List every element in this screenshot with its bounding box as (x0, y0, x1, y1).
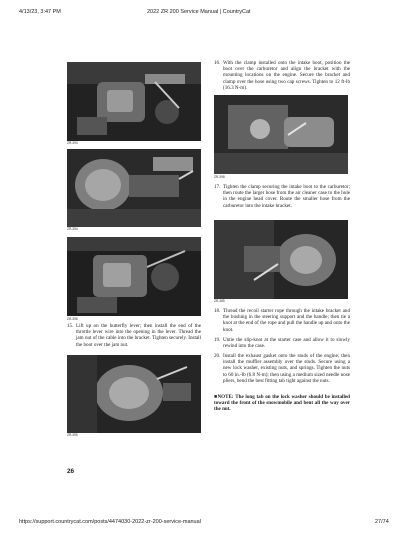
step-text: Untie the slip-knot at the starter case and allow it to slowly rewind into the case. (223, 337, 350, 350)
step-17 (214, 184, 350, 209)
print-page-title: 2022 ZR 200 Service Manual | CountryCat (147, 9, 251, 15)
step-18 (214, 308, 350, 333)
figure-caption: ZR-398 (214, 175, 225, 179)
step-19 (214, 337, 350, 349)
print-url: https://support.countrycat.com/posts/4474030-2022-zr-200-service-manual (19, 519, 201, 525)
figure-caption: ZR-394 (67, 227, 78, 231)
step-number: 17. (214, 184, 221, 190)
note-text: The long tab on the lock washer should be installed toward the front of the snowmobile and bent all the way over the nut. (214, 394, 350, 413)
step-text: Thread the recoil starter rope through the intake bracket and the bushing in the steering support and the handle; then tie a knot at the end of the rope and pull the handle up and onto the knot. (223, 308, 350, 333)
print-page-indicator: 27/74 (375, 519, 389, 525)
step-text: Install the exhaust gasket onto the studs of the engine; then install the muffler assembly over the studs. Secure using a new lock washer, existing nuts, and springs. Tighten the nuts to 60 in.-lb (6.8 N-m); then using a medium sized needle nose pliers, bend the best fitting tab tight against the nuts. (223, 353, 350, 384)
figure-caption: ZR-396 (67, 317, 78, 321)
step-number: 16. (214, 60, 221, 66)
step-number: 19. (214, 337, 221, 343)
step-text: Lift up on the butterfly lever; then install the end of the throttle lever wire into the opening in the lever. Thread the jam nut of the cable into the bracket. Tighten securely. Install the boot over the jam nut. (76, 323, 201, 348)
step-15 (67, 323, 201, 348)
figure-photo-intake-boot (67, 149, 201, 227)
print-datetime: 4/13/23, 3:47 PM (19, 9, 61, 15)
figure-caption: ZR-385 (214, 299, 225, 303)
figure-photo-carburetor-lever (67, 62, 201, 141)
step-text: Tighten the clamp securing the intake boot to the carburetor; then route the larger hose from the air cleaner case to the hole in the engine head cover. Route the smaller hose from the carburetor into the intake bracket. (223, 184, 350, 209)
step-number: 20. (214, 353, 221, 359)
step-number: 15. (67, 323, 74, 329)
figure-caption: ZR-393 (67, 141, 78, 145)
figure-photo-air-cleaner-hose (214, 220, 348, 299)
step-20 (214, 353, 350, 384)
figure-photo-jam-nut-boot (67, 355, 201, 433)
note-lock-washer (214, 394, 350, 413)
manual-page-number: 26 (67, 468, 75, 475)
figure-photo-throttle-cable (67, 237, 201, 316)
step-number: 18. (214, 308, 221, 314)
figure-photo-intake-bracket (214, 95, 348, 174)
figure-caption: ZR-395 (67, 433, 78, 437)
step-text: With the clamp installed onto the intake boot, position the boot over the carburetor and align the bracket with the mounting locations on the engine. Secure the bracket and clamp over the hose using two cap screws. Tighten to 12 ft-lb (16.3 N-m). (223, 60, 350, 91)
note-label: ■NOTE: (214, 394, 234, 400)
step-16 (214, 60, 350, 91)
